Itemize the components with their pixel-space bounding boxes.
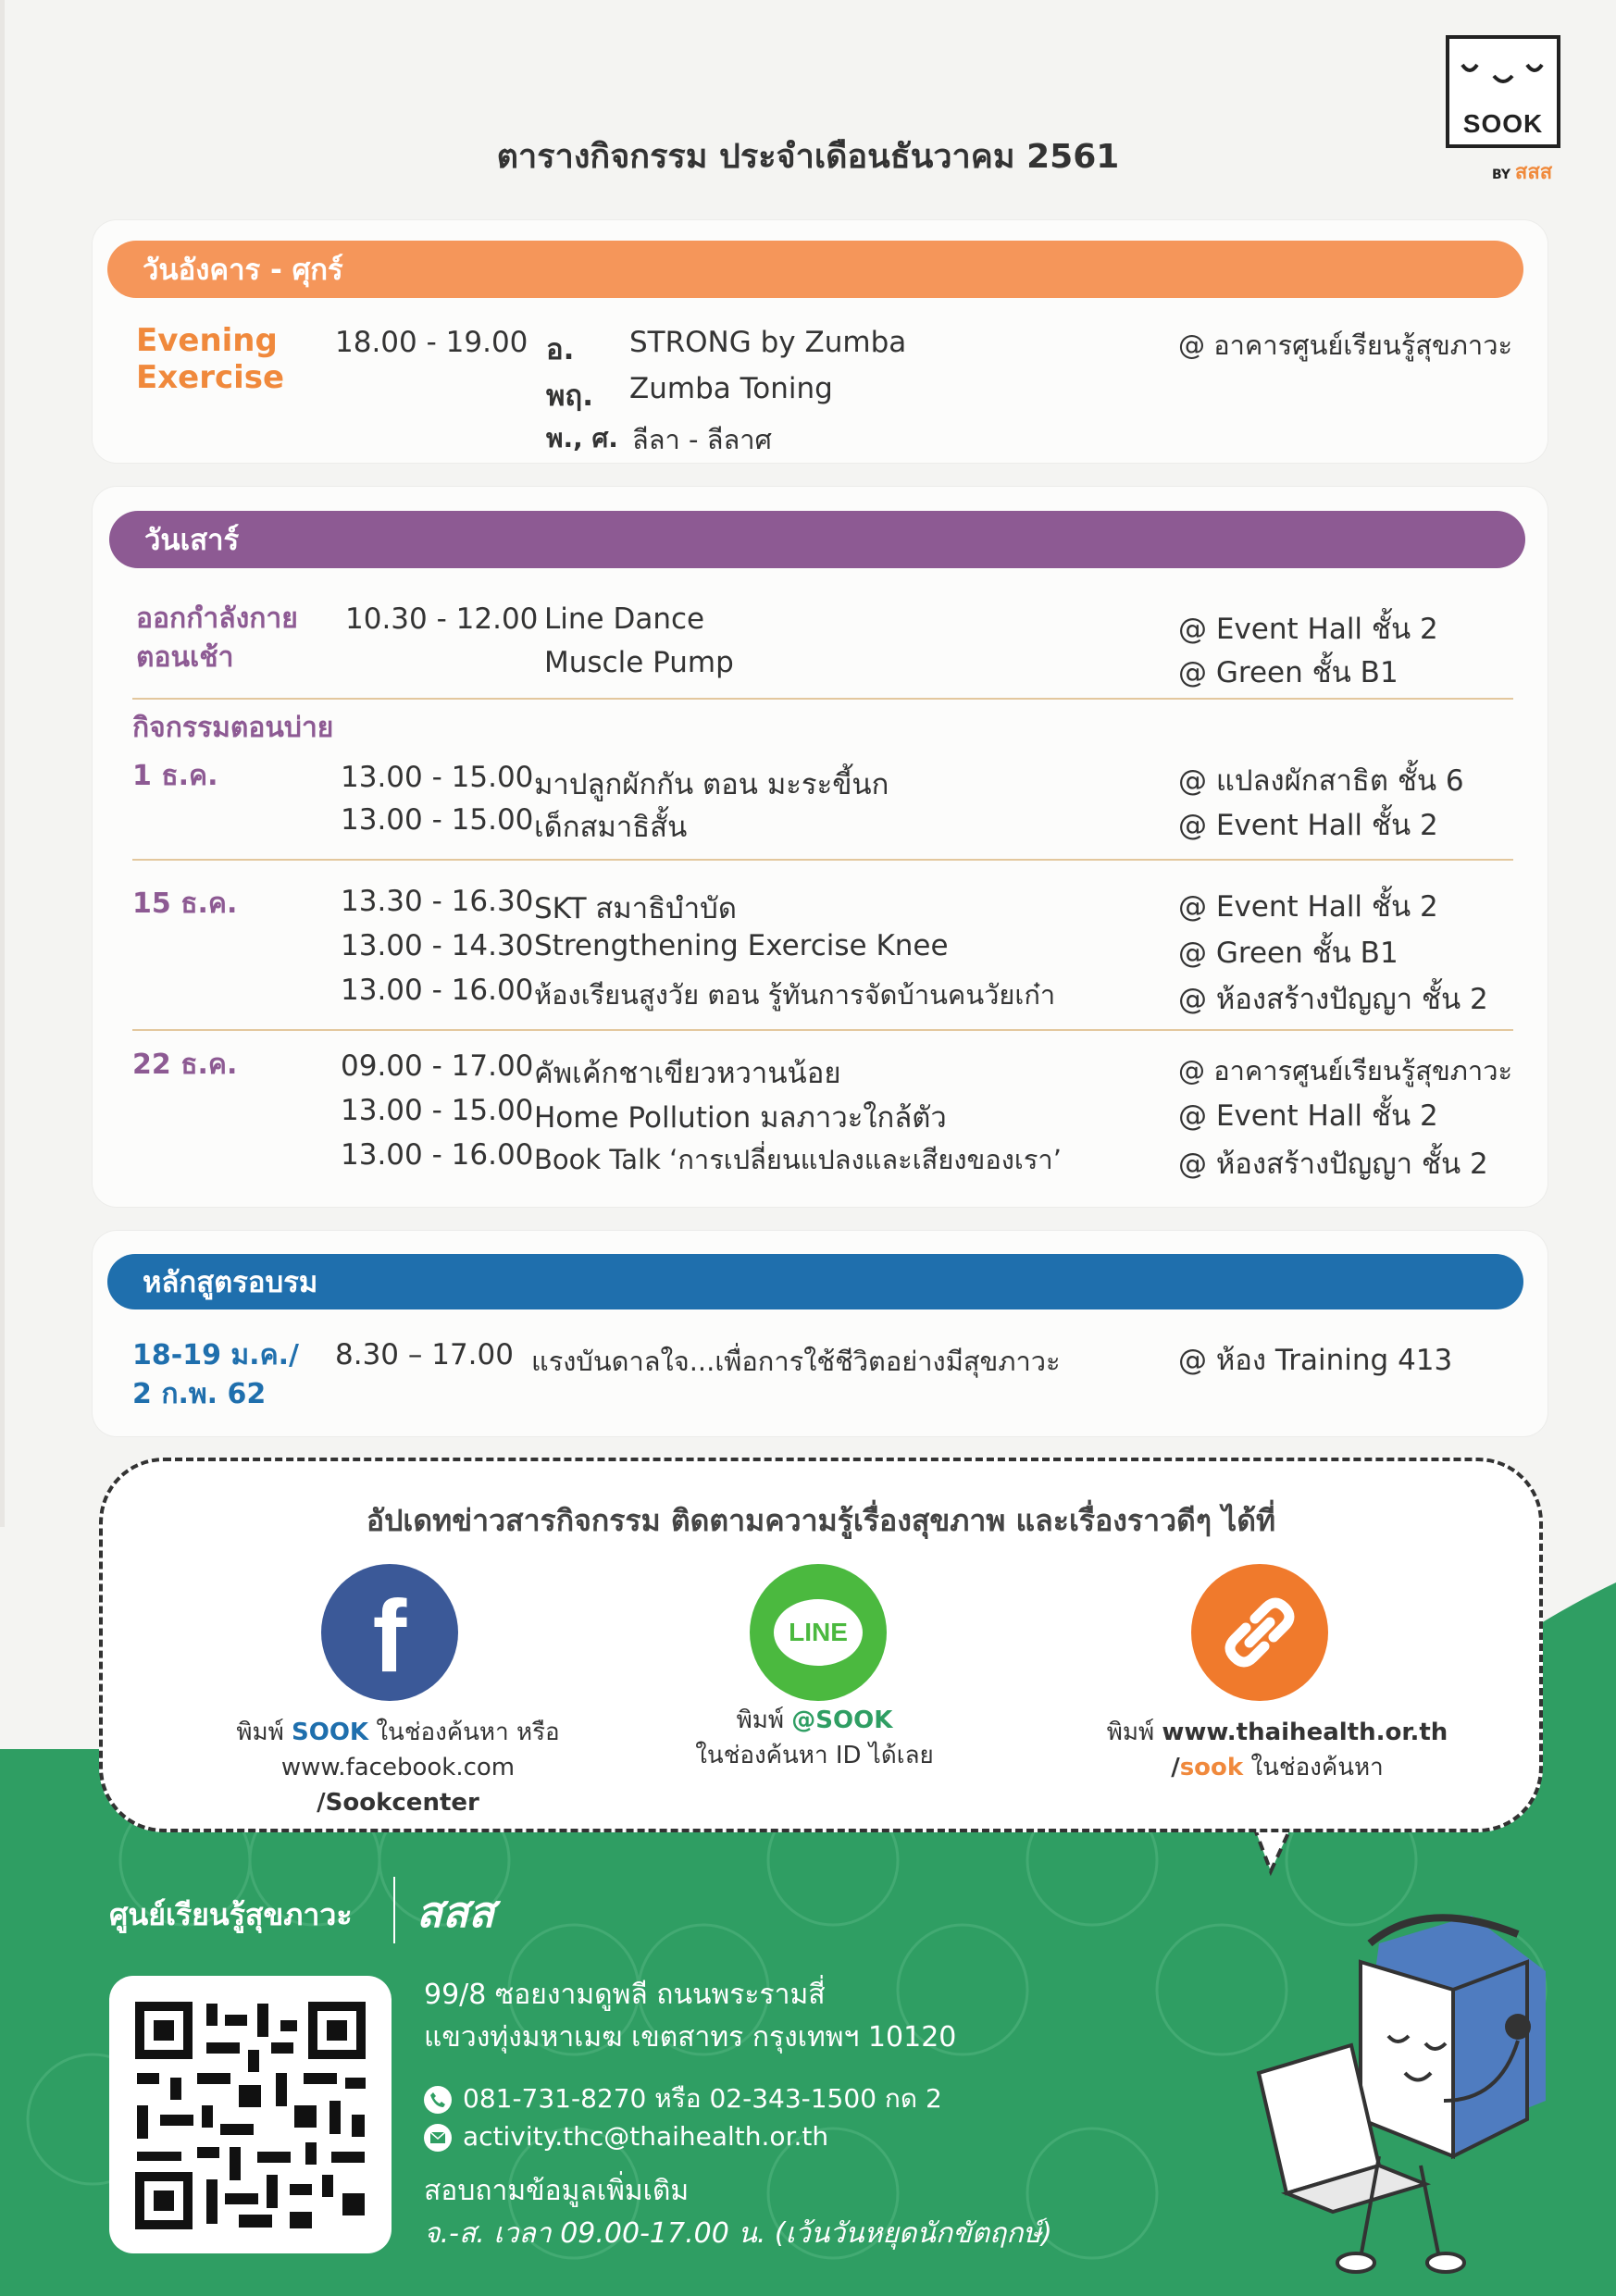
qr-code[interactable] [109, 1976, 392, 2253]
facebook-keyword: SOOK [292, 1719, 369, 1746]
weekday-activity: STRONG by Zumba [629, 326, 907, 359]
time: 13.00 - 15.00 [341, 803, 534, 837]
web-url[interactable]: www.thaihealth.or.th [1162, 1719, 1448, 1746]
address-line-1: 99/8 ซอยงามดูพลี ถนนพระรามสี่ [424, 1979, 826, 2011]
evening-label-2: Exercise [136, 359, 285, 396]
time: 13.00 - 15.00 [341, 761, 534, 794]
date-label: 1 ธ.ค. [132, 760, 218, 792]
chain-link-icon [1218, 1591, 1301, 1674]
weekday-location: @ อาคารศูนย์เรียนรู้สุขภาวะ [1178, 329, 1513, 361]
morning-activity: Line Dance [544, 602, 705, 636]
time: 13.30 - 16.30 [341, 885, 534, 918]
course-date-1: 18-19 ม.ค./ [132, 1339, 299, 1371]
link-icon[interactable] [1191, 1564, 1328, 1701]
saturday-heading: วันเสาร์ [109, 511, 1525, 568]
web-suffix: ในช่องค้นหา [1250, 1754, 1384, 1781]
time: 13.00 - 16.00 [341, 974, 534, 1007]
date-label: 22 ธ.ค. [132, 1049, 238, 1081]
weekday-heading: วันอังคาร - ศุกร์ [107, 241, 1523, 298]
weekday-day: อ. [546, 333, 575, 366]
activity: คัพเค้กชาเขียวหวานน้อย [534, 1057, 841, 1090]
activity: Book Talk ‘การเปลี่ยนแปลงและเสียงของเรา’ [534, 1144, 1062, 1175]
morning-location: @ Green ชั้น B1 [1178, 656, 1398, 689]
location: @ ห้องสร้างปัญญา ชั้น 2 [1178, 983, 1488, 1016]
web-prefix: พิมพ์ [1106, 1719, 1155, 1746]
course-time: 8.30 – 17.00 [335, 1338, 514, 1371]
date-label: 15 ธ.ค. [132, 887, 238, 920]
facebook-page[interactable]: /Sookcenter [317, 1789, 479, 1817]
line-icon[interactable] [750, 1564, 887, 1701]
morning-location: @ Event Hall ชั้น 2 [1178, 613, 1438, 646]
morning-time: 10.30 - 12.00 [345, 602, 539, 636]
address-line-2: แขวงทุ่งมหาเมฆ เขตสาทร กรุงเทพฯ 10120 [424, 2021, 957, 2054]
location: @ Event Hall ชั้น 2 [1178, 890, 1438, 924]
location: @ Green ชั้น B1 [1178, 937, 1398, 970]
phone-row [424, 2079, 942, 2119]
divider [132, 1029, 1513, 1031]
email-address[interactable]: activity.thc@thaihealth.or.th [463, 2121, 829, 2152]
location: @ แปลงผักสาธิต ชั้น 6 [1178, 764, 1464, 798]
course-location: @ ห้อง Training 413 [1178, 1344, 1453, 1377]
email-row [424, 2121, 828, 2152]
line-prefix: พิมพ์ [736, 1706, 785, 1734]
center-name: ศูนย์เรียนรู้สุขภาวะ [109, 1897, 353, 1932]
course-date-2: 2 ก.พ. 62 [132, 1378, 267, 1410]
facebook-glyph: f [372, 1580, 407, 1694]
facebook-suffix: ในช่องค้นหา หรือ [376, 1719, 560, 1746]
morning-activity: Muscle Pump [544, 646, 734, 679]
line-keyword: @SOOK [791, 1706, 893, 1734]
time: 13.00 - 16.00 [341, 1138, 534, 1172]
facebook-icon[interactable] [321, 1564, 458, 1701]
course-activity: แรงบันดาลใจ...เพื่อการใช้ชีวิตอย่างมีสุขภาวะ [531, 1346, 1061, 1377]
weekday-activity: Zumba Toning [629, 372, 833, 405]
divider [132, 859, 1513, 861]
follow-title: อัปเดทข่าวสารกิจกรรม ติดตามความรู้เรื่องสุขภาพ และเรื่องราวดีๆ ได้ที่ [366, 1503, 1276, 1538]
morning-label-1: ออกกำลังกาย [136, 602, 298, 635]
location: @ ห้องสร้างปัญญา ชั้น 2 [1178, 1148, 1488, 1181]
org-logo: สสส [416, 1887, 495, 1937]
web-instructions [1046, 1715, 1509, 1785]
web-keyword: sook [1179, 1754, 1244, 1781]
activity: ห้องเรียนสูงวัย ตอน รู้ทันการจัดบ้านคนวัยเก๋า [534, 979, 1056, 1011]
web-slash: / [1171, 1754, 1180, 1781]
facebook-prefix: พิมพ์ [236, 1719, 284, 1746]
activity: เด็กสมาธิสั้น [534, 811, 688, 844]
opening-hours: จ.-ส. เวลา 09.00-17.00 น. (เว้นวันหยุดนักขัตฤกษ์) [424, 2217, 1052, 2250]
facebook-instructions [167, 1715, 629, 1820]
time: 13.00 - 15.00 [341, 1094, 534, 1127]
mascot-illustration [1240, 1888, 1573, 2286]
weekday-day: พ., ศ. [546, 423, 618, 453]
divider [132, 698, 1513, 700]
sook-logo-text: SOOK [1462, 109, 1544, 138]
email-icon [424, 2124, 452, 2152]
location: @ อาคารศูนย์เรียนรู้สุขภาวะ [1178, 1055, 1513, 1086]
time: 09.00 - 17.00 [341, 1049, 534, 1083]
footer-divider [393, 1877, 395, 1943]
activity: มาปลูกผักกัน ตอน มะระขี้นก [534, 768, 889, 801]
afternoon-label: กิจกรรมตอนบ่าย [132, 712, 334, 744]
phone-icon [424, 2086, 452, 2114]
location: @ Event Hall ชั้น 2 [1178, 809, 1438, 842]
facebook-url[interactable]: www.facebook.com [280, 1754, 516, 1781]
sook-face-icon [1449, 44, 1557, 109]
phone-number[interactable]: 081-731-8270 หรือ 02-343-1500 กด 2 [463, 2083, 942, 2114]
qr-code-image [109, 1976, 392, 2253]
course-heading: หลักสูตรอบรม [107, 1254, 1523, 1309]
inquiry-label: สอบถามข้อมูลเพิ่มเติม [424, 2175, 690, 2207]
evening-label-1: Evening [136, 322, 278, 359]
weekday-activity: ลีลา - ลีลาศ [632, 424, 772, 455]
time: 13.00 - 14.30 [341, 929, 534, 962]
line-id-hint: ในช่องค้นหา ID ได้เลย [695, 1742, 934, 1769]
weekday-time: 18.00 - 19.00 [335, 326, 528, 359]
location: @ Event Hall ชั้น 2 [1178, 1099, 1438, 1133]
by-text: BY [1492, 168, 1511, 182]
activity: Home Pollution มลภาวะใกล้ตัว [534, 1101, 947, 1135]
activity: Strengthening Exercise Knee [534, 929, 949, 962]
org-logo-text: สสส [1514, 161, 1553, 184]
morning-label-2: ตอนเช้า [136, 641, 234, 674]
page-title: ตารางกิจกรรม ประจำเดือนธันวาคม 2561 [496, 138, 1120, 176]
line-glyph: LINE [789, 1618, 848, 1646]
line-instructions [592, 1703, 1037, 1773]
activity: SKT สมาธิบำบัด [534, 892, 737, 925]
weekday-day: พฤ. [546, 379, 593, 413]
